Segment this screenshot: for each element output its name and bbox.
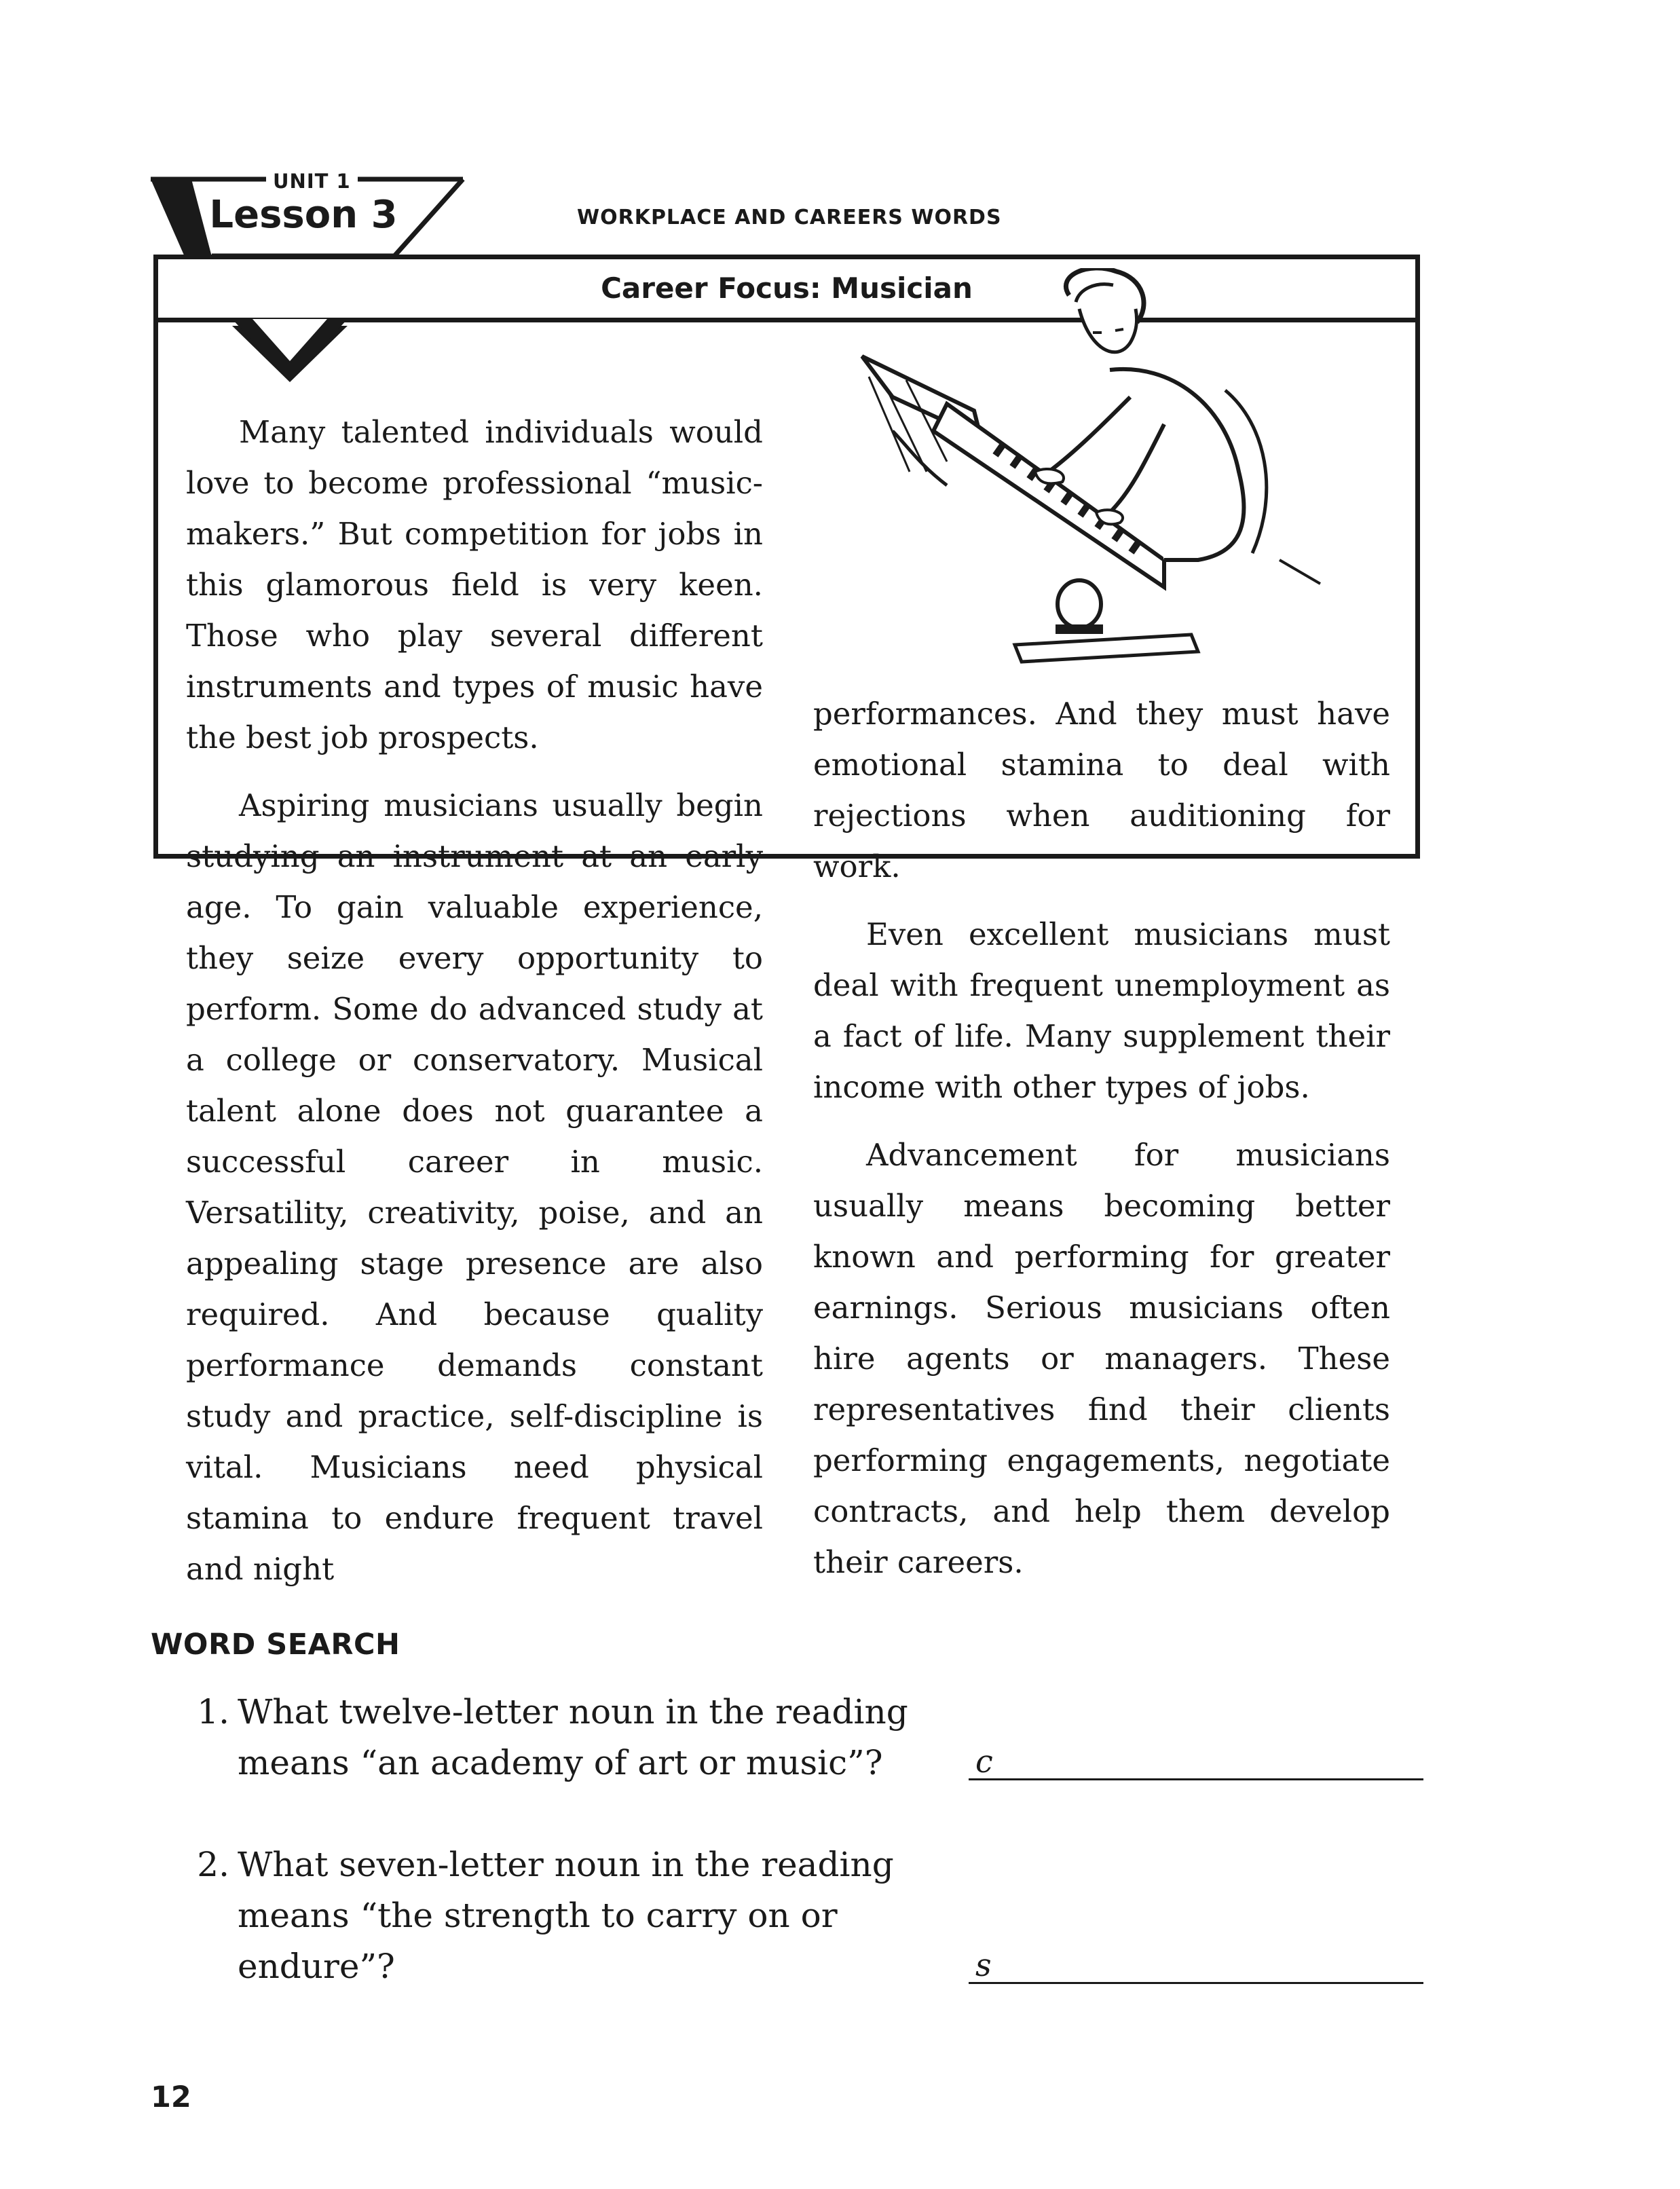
- unit-label: UNIT 1: [266, 170, 358, 193]
- reading-paragraph: Aspiring musicians usually begin studying an instrument at an early age. To gain valuable experience, they seize every opportunity to perform. Some do advanced study at a college or conservatory. Musical talent alone does not guarantee a successful career in music. Versatility, creativity, poise, and an appealing stage presence are also required. And because quality performance demands constant study and practice, self-discipline is vital. Musicians need physical stamina to endure frequent travel and night: [186, 787, 763, 1587]
- question-number: 2.: [197, 1845, 229, 1884]
- title-pointer-icon: [232, 319, 354, 387]
- answer-line-1[interactable]: [969, 1778, 1423, 1780]
- word-search-heading: WORD SEARCH: [151, 1628, 400, 1662]
- reading-title: Career Focus: Musician: [601, 272, 973, 305]
- question-text: What seven-letter noun in the reading means “the strength to carry on or endure”?: [238, 1845, 894, 1986]
- answer-hint-2: s: [975, 1947, 992, 1983]
- page-number: 12: [151, 2080, 191, 2114]
- reading-paragraph: Advancement for musicians usually means becoming better known and performing for greater earnings. Serious musicians often hire agents or managers. These representatives find their clients performing engagements, negotiate contracts, and help them develop their careers.: [813, 1137, 1390, 1580]
- header-subtitle: WORKPLACE AND CAREERS WORDS: [577, 206, 1002, 229]
- question-text: What twelve-letter noun in the reading means “an academy of art or music”?: [238, 1692, 908, 1782]
- answer-line-2[interactable]: [969, 1982, 1423, 1984]
- reading-left-column: [186, 407, 763, 1611]
- lesson-label: Lesson 3: [209, 193, 398, 237]
- reading-paragraph: Many talented individuals would love to become professional “music-makers.” But competition for jobs in this glamorous field is very keen. Those who play several different instruments and types of music have the best job prospects.: [186, 414, 763, 755]
- reading-right-column: [813, 688, 1390, 1605]
- question-number: 1.: [197, 1692, 229, 1732]
- musician-at-piano-illustration: [845, 268, 1354, 672]
- answer-hint-1: c: [975, 1743, 993, 1780]
- reading-paragraph: Even excellent musicians must deal with frequent unemployment as a fact of life. Many supplement their income with other types of jobs.: [813, 916, 1390, 1105]
- reading-paragraph: performances. And they must have emotional stamina to deal with rejections when auditioning for work.: [813, 696, 1390, 884]
